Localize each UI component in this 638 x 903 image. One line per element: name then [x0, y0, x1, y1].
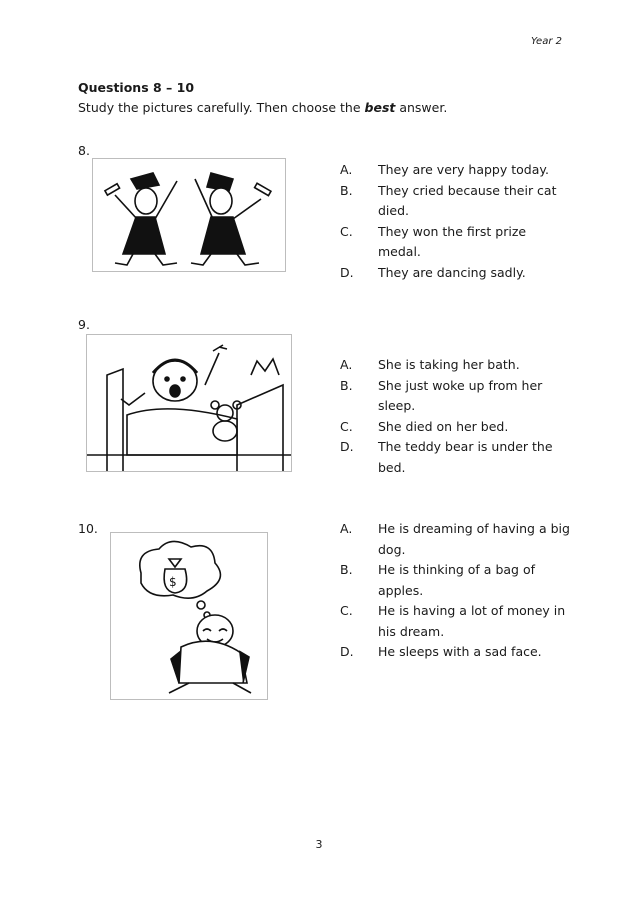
option-letter: C.	[340, 223, 353, 239]
option-letter: C.	[340, 418, 353, 434]
option-text: She died on her bed.	[378, 418, 509, 434]
graduates-dancing-icon	[93, 159, 285, 271]
man-dreaming-money-icon	[111, 533, 267, 699]
option-text: He is dreaming of having a big dog.	[378, 521, 570, 557]
option-letter: B.	[340, 562, 353, 577]
option-letter: B.	[340, 182, 353, 198]
section-heading: Questions 8 – 10	[78, 80, 195, 95]
option-text: She is taking her bath.	[378, 357, 520, 372]
option-letter: A.	[340, 162, 353, 177]
option-letter: D.	[340, 644, 354, 659]
option-text: They are dancing sadly.	[378, 264, 526, 280]
option-row[interactable]	[340, 601, 570, 642]
option-letter: D.	[340, 264, 354, 280]
option-letter: A.	[340, 521, 353, 536]
page-number: 3	[315, 838, 323, 851]
option-row[interactable]	[340, 222, 570, 263]
question-10-options	[340, 519, 570, 663]
svg-text:$: $	[169, 575, 177, 589]
option-row[interactable]	[340, 437, 570, 478]
option-text: He is thinking of a bag of apples.	[378, 562, 535, 598]
option-text: They are very happy today.	[378, 162, 549, 177]
option-text: She just woke up from her sleep.	[378, 377, 543, 413]
question-8-options	[340, 160, 570, 283]
option-text: They cried because their cat died.	[378, 182, 557, 218]
option-row[interactable]	[340, 263, 570, 284]
option-text: He is having a lot of money in his dream.	[378, 603, 566, 639]
option-row[interactable]	[340, 519, 570, 560]
question-10-number: 10.	[78, 521, 98, 536]
option-letter: A.	[340, 357, 353, 372]
option-letter: D.	[340, 439, 354, 454]
instruction	[78, 100, 447, 115]
option-row[interactable]	[340, 181, 570, 222]
option-row[interactable]	[340, 642, 570, 663]
option-row[interactable]	[340, 355, 570, 376]
question-9-options	[340, 355, 570, 478]
option-letter: B.	[340, 377, 353, 393]
instruction-text: Study the pictures carefully. Then choose the	[78, 100, 365, 115]
option-row[interactable]	[340, 376, 570, 417]
girl-waking-up-illustration	[86, 334, 292, 472]
instruction-text-end: answer.	[395, 100, 448, 115]
man-dreaming-money-illustration	[110, 532, 268, 700]
instruction-emphasis: best	[364, 100, 396, 115]
option-row[interactable]	[340, 160, 570, 181]
question-9-number: 9.	[78, 317, 90, 332]
option-row[interactable]	[340, 560, 570, 601]
graduates-dancing-illustration	[92, 158, 286, 272]
option-text: The teddy bear is under the bed.	[378, 439, 553, 475]
option-letter: C.	[340, 603, 353, 618]
question-8-number: 8.	[78, 143, 90, 158]
option-text: They won the first prize medal.	[378, 223, 527, 259]
option-text: He sleeps with a sad face.	[378, 644, 542, 659]
option-row[interactable]	[340, 417, 570, 438]
girl-waking-up-icon	[87, 335, 291, 471]
year-label: Year 2	[531, 36, 562, 47]
